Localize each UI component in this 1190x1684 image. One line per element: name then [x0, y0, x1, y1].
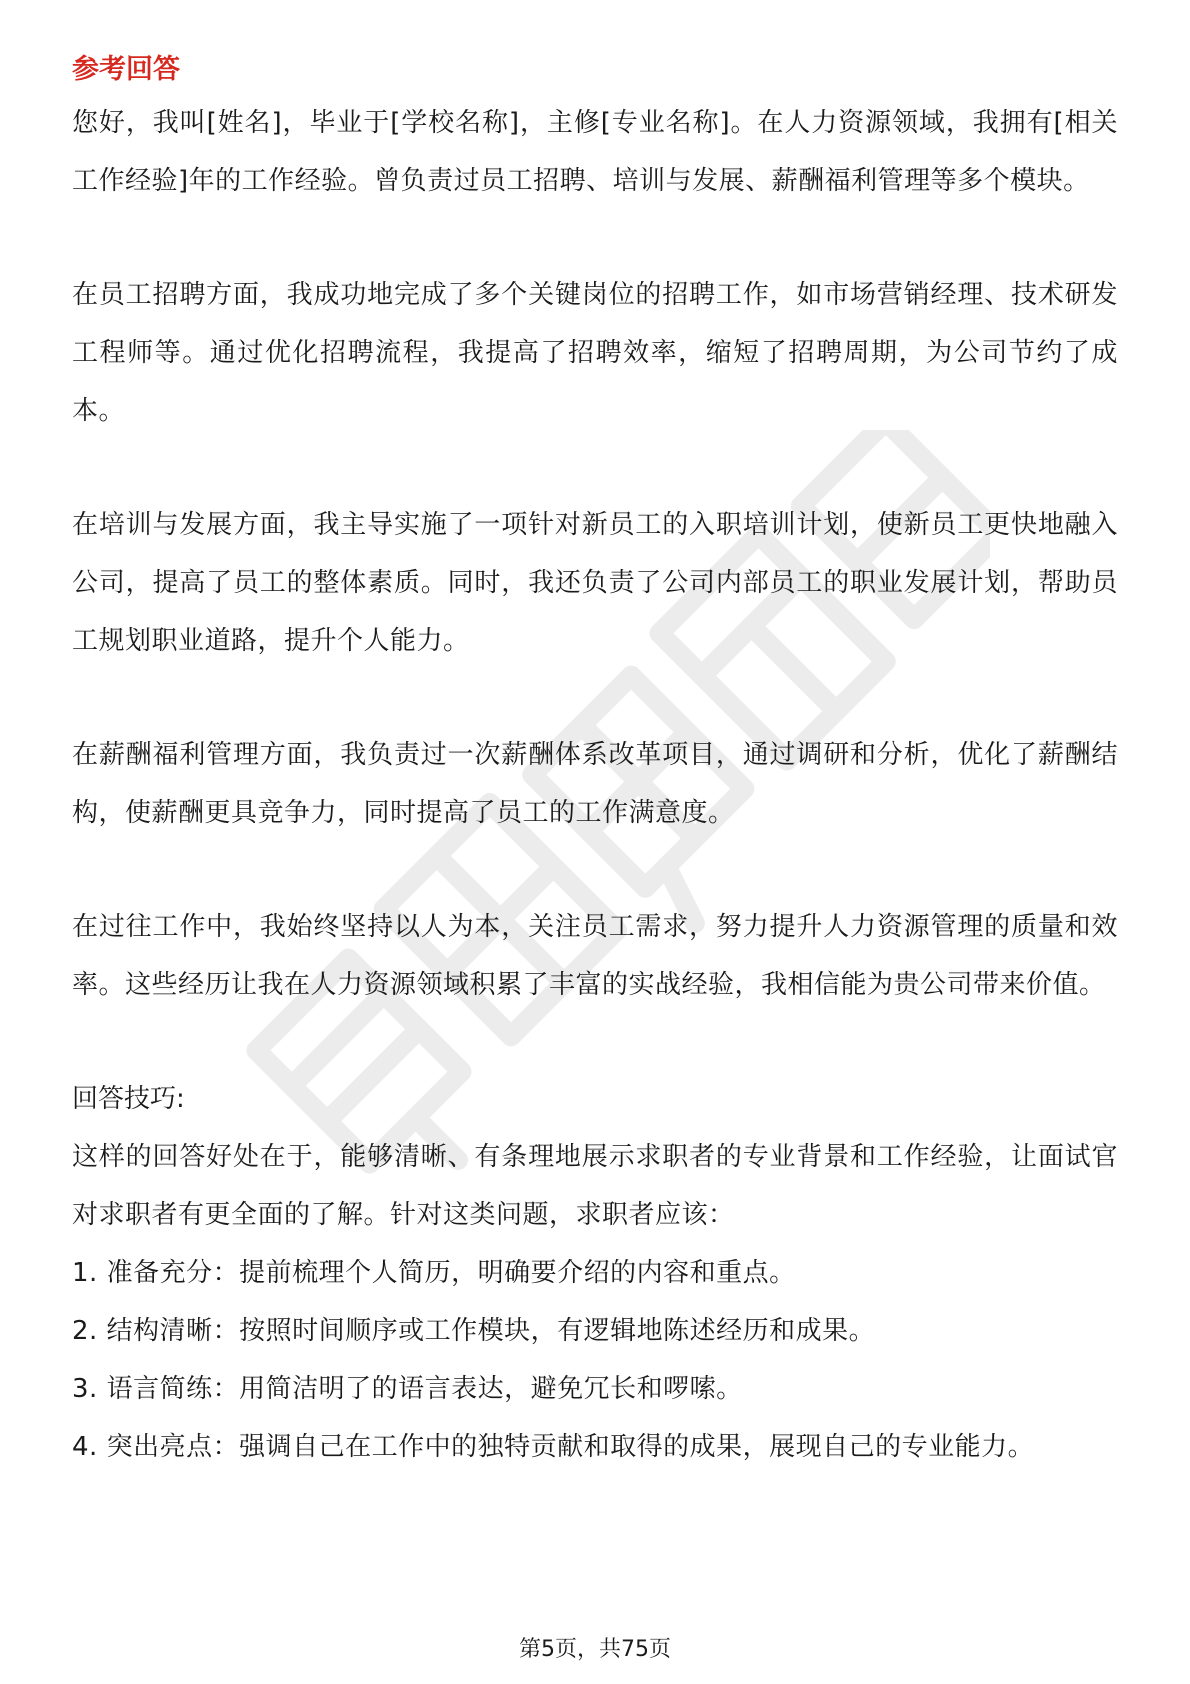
page-footer: 第5页，共75页	[519, 1637, 671, 1662]
answer-body	[72, 94, 1118, 1014]
document-page	[72, 46, 1118, 1476]
paragraph-intro: 您好，我叫[姓名]，毕业于[学校名称]，主修[专业名称]。在人力资源领域，我拥有[相关工作经验]年的工作经验。曾负责过员工招聘、培训与发展、薪酬福利管理等多个模块。	[72, 108, 1118, 196]
tips-list-item: 1. 准备充分：提前梳理个人简历，明确要介绍的内容和重点。	[72, 1258, 796, 1288]
paragraph-recruitment: 在员工招聘方面，我成功地完成了多个关键岗位的招聘工作，如市场营销经理、技术研发工程师等。通过优化招聘流程，我提高了招聘效率，缩短了招聘周期，为公司节约了成本。	[72, 280, 1118, 426]
tips-list	[72, 1244, 1118, 1476]
section-title: 参考回答	[72, 54, 180, 85]
tips-list-item: 3. 语言简练：用简洁明了的语言表达，避免冗长和啰嗦。	[72, 1374, 743, 1404]
tips-list-item: 4. 突出亮点：强调自己在工作中的独特贡献和取得的成果，展现自己的专业能力。	[72, 1432, 1035, 1462]
tips-list-item: 2. 结构清晰：按照时间顺序或工作模块，有逻辑地陈述经历和成果。	[72, 1316, 876, 1346]
tips-heading: 回答技巧:	[72, 1084, 185, 1114]
tips-intro: 这样的回答好处在于，能够清晰、有条理地展示求职者的专业背景和工作经验，让面试官对求职者有更全面的了解。针对这类问题，求职者应该：	[72, 1142, 1118, 1230]
tips-section	[72, 1070, 1118, 1476]
paragraph-training: 在培训与发展方面，我主导实施了一项针对新员工的入职培训计划，使新员工更快地融入公司，提高了员工的整体素质。同时，我还负责了公司内部员工的职业发展计划，帮助员工规划职业道路，提升个人能力。	[72, 510, 1118, 656]
paragraph-summary: 在过往工作中，我始终坚持以人为本，关注员工需求，努力提升人力资源管理的质量和效率。这些经历让我在人力资源领域积累了丰富的实战经验，我相信能为贵公司带来价值。	[72, 912, 1118, 1000]
paragraph-compensation: 在薪酬福利管理方面，我负责过一次薪酬体系改革项目，通过调研和分析，优化了薪酬结构，使薪酬更具竞争力，同时提高了员工的工作满意度。	[72, 740, 1118, 828]
